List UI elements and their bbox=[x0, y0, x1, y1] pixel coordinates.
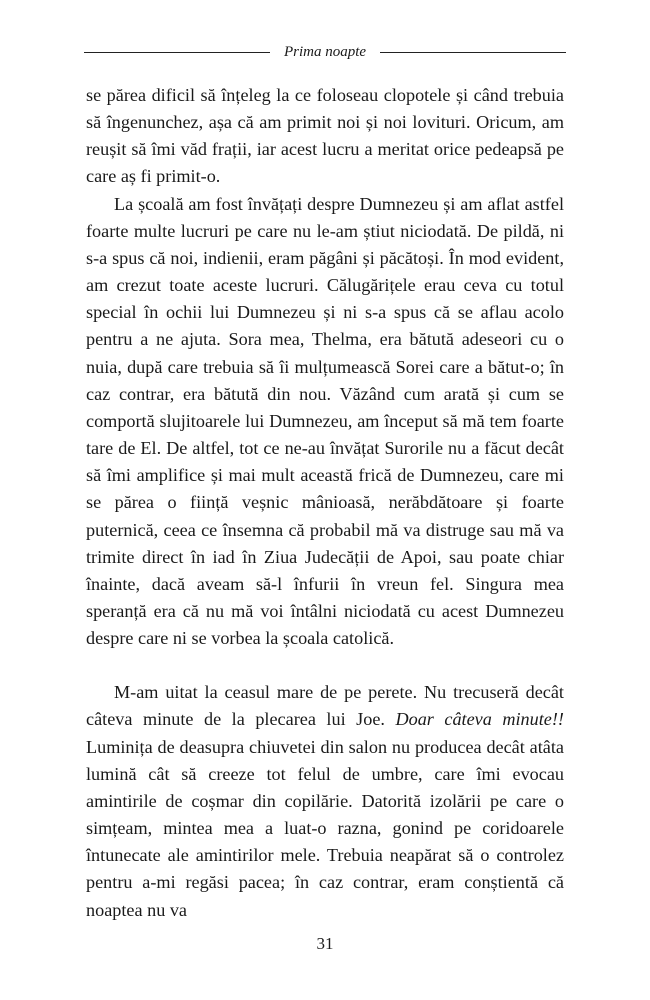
page-number: 31 bbox=[316, 934, 334, 953]
paragraph-clock bbox=[86, 679, 564, 923]
paragraph-clock-part2: Luminița de deasupra chiuvetei din salon nu producea decât atâta lumină cât să creeze tot felul de umbre, care îmi evocau amintirile de coșmar din copilărie. Datorită izolării pe care o simțeam, mintea mea a luat-o razna, gonind pe coridoarele întunecate ale amintirilor mele. Trebuia neapărat să o controlez pentru a-mi regăsi pacea; în caz contrar, eram conștientă că noaptea nu va bbox=[86, 736, 564, 920]
running-title: Prima noapte bbox=[283, 43, 367, 60]
header-rule-right bbox=[380, 52, 566, 53]
running-header bbox=[84, 40, 566, 64]
header-rule-left bbox=[84, 52, 270, 53]
paragraph-clock-part1: M-am uitat la ceasul mare de pe perete. Nu trecuseră decât câteva minute de la plecarea lui Joe. bbox=[86, 682, 564, 730]
paragraph-continued: se părea dificil să înțeleg la ce foloseau clopotele și când trebuia să îngenunchez, așa că am primit noi și noi lovituri. Oricum, am reușit să îmi văd frații, iar acest lucru a meritat orice pedeapsă pe care aș fi primit-o. bbox=[86, 85, 564, 187]
paragraph-clock-italic: Doar câteva minute!! bbox=[395, 709, 564, 730]
paragraph-school: La școală am fost învățați despre Dumnezeu și am aflat astfel foarte multe lucruri pe care nu le-am știut niciodată. De pildă, ni s-a spus că noi, indienii, eram păgâni și păcătoși. În mod evident, am crezut toate aceste lucruri. Călugărițele erau ceva cu totul special în ochii lui Dumnezeu și ni s-a spus că se aflau acolo pentru a ne ajuta. Sora mea, Thelma, era bătută adeseori cu o nuia, după care trebuia să îi mulțumească Sorei care a bătut-o; în caz contrar, era bătută din nou. Văzând cum arată și cum se comportă slujitoarele lui Dumnezeu, am început să mă tem foarte tare de El. De altfel, tot ce ne-au învățat Surorile nu a făcut decât să îmi amplifice și mai mult această frică de Dumnezeu, care mi se părea o ființă veșnic mânioasă, nerăbdătoare și foarte puternică, ceea ce însemna că probabil mă va distruge sau mă va trimite direct în iad în Ziua Judecății de Apoi, sau poate chiar înainte, dacă aveam să-l înfurii în vreun fel. Singura mea speranță era că nu mă voi întâlni niciodată cu acest Dumnezeu despre care ni se vorbea la școala catolică. bbox=[86, 193, 564, 649]
page-body bbox=[86, 82, 564, 924]
